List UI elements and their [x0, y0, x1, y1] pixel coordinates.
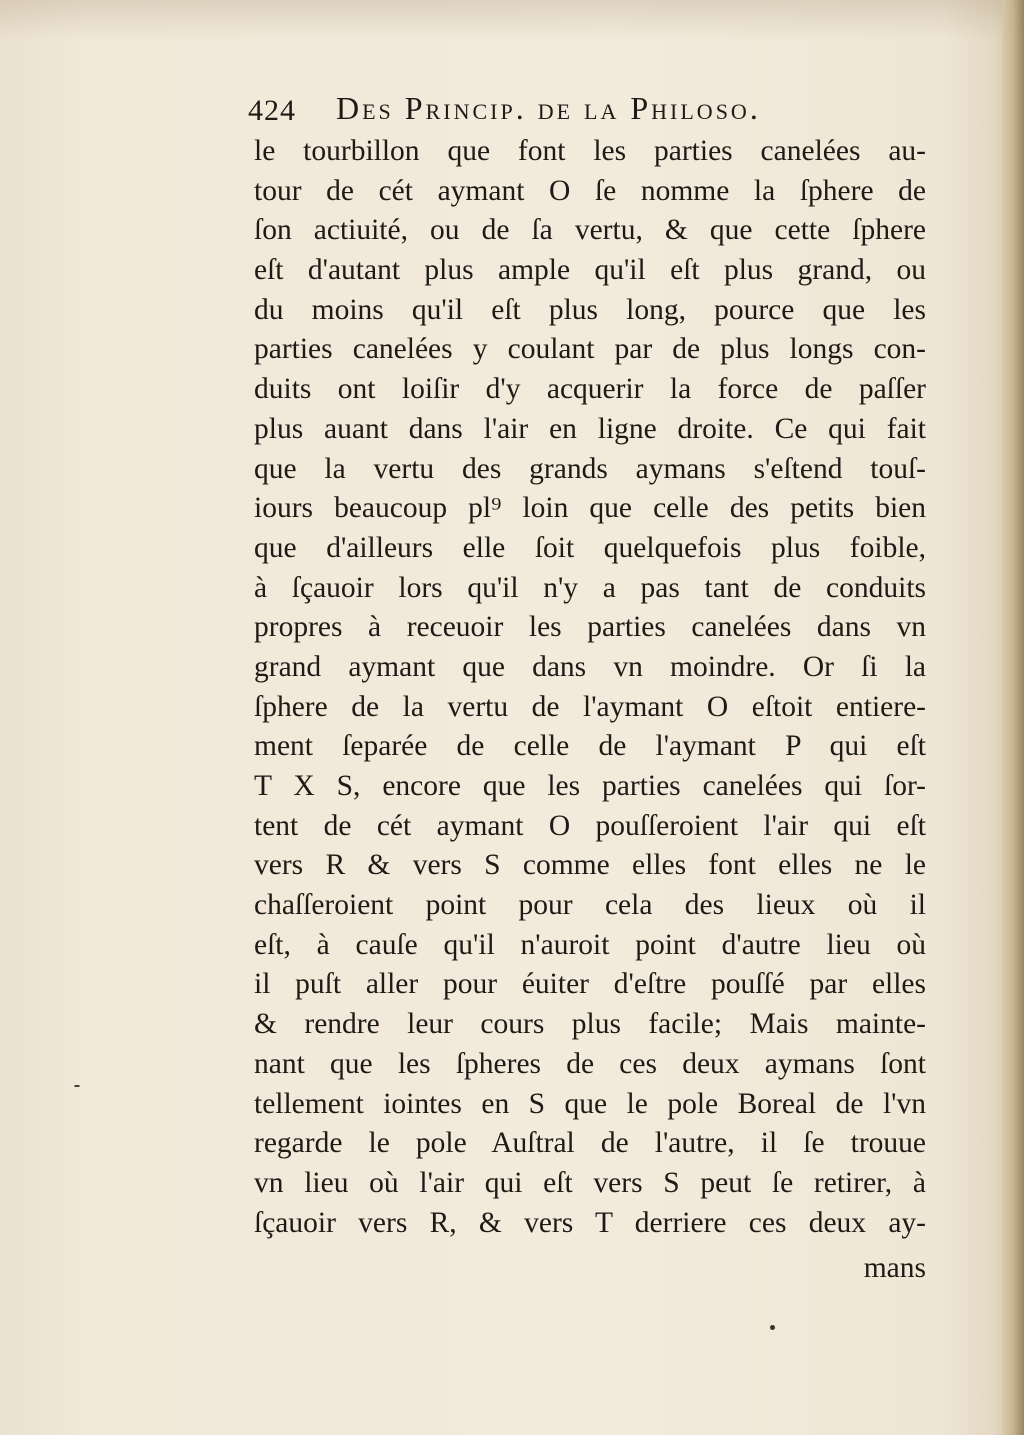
text-line: il puſt aller pour éuiter d'eſtre pouſſé par elles	[254, 968, 926, 1001]
text-line: propres à receuoir les parties canelées dans vn	[254, 611, 926, 644]
text-line: nant que les ſpheres de ces deux aymans ſont	[254, 1047, 926, 1080]
ink-speck	[74, 1085, 80, 1087]
text-line: à ſçauoir lors qu'il n'y a pas tant de conduits	[254, 571, 926, 604]
text-line: que d'ailleurs elle ſoit quelquefois plus foible,	[254, 531, 926, 564]
text-line: vn lieu où l'air qui eſt vers S peut ſe retirer, à	[254, 1166, 926, 1199]
ink-speck	[770, 1325, 775, 1330]
body-text	[254, 132, 926, 1243]
text-line: eſt d'autant plus ample qu'il eſt plus grand, ou	[254, 254, 926, 287]
page-number: 424	[248, 94, 296, 127]
text-line: duits ont loiſir d'y acquerir la force de paſſer	[254, 373, 926, 406]
text-line: T X S, encore que les parties canelées qui ſor-	[254, 770, 926, 802]
text-line: plus auant dans l'air en ligne droite. Ce qui fait	[254, 412, 926, 445]
page-edge	[1002, 0, 1024, 1435]
text-line: tour de cét aymant O ſe nomme la ſphere de	[254, 174, 926, 207]
text-line: & rendre leur cours plus facile; Mais mainte-	[254, 1008, 926, 1041]
text-line: grand aymant que dans vn moindre. Or ſi la	[254, 650, 926, 683]
text-line: ſphere de la vertu de l'aymant O eſtoit entiere-	[254, 690, 926, 723]
text-line: chaſſeroient point pour cela des lieux où il	[254, 889, 926, 922]
text-line: regarde le pole Auſtral de l'autre, il ſe trouue	[254, 1127, 926, 1160]
text-line: le tourbillon que font les parties canelées au-	[254, 135, 926, 167]
text-line: iours beaucoup pl⁹ loin que celle des petits bien	[254, 492, 926, 525]
catchword: mans	[863, 1252, 926, 1284]
text-line: ſon actiuité, ou de ſa vertu, & que cette ſphere	[254, 214, 926, 247]
text-line: du moins qu'il eſt plus long, pource que les	[254, 293, 926, 326]
running-title: Des Princip. de la Philoso.	[336, 90, 761, 126]
text-line: ſçauoir vers R, & vers T derriere ces deux ay-	[254, 1206, 926, 1239]
text-line: eſt, à cauſe qu'il n'auroit point d'autre lieu où	[254, 928, 926, 961]
text-line: parties canelées y coulant par de plus longs con-	[254, 333, 926, 366]
text-line: ment ſeparée de celle de l'aymant P qui eſt	[254, 730, 926, 763]
page-header	[248, 90, 888, 134]
text-line: tellement iointes en S que le pole Boreal de l'vn	[254, 1087, 926, 1120]
text-line: que la vertu des grands aymans s'eſtend touſ-	[254, 452, 926, 485]
text-line: vers R & vers S comme elles font elles ne le	[254, 849, 926, 882]
text-line: tent de cét aymant O pouſſeroient l'air qui eſt	[254, 809, 926, 842]
